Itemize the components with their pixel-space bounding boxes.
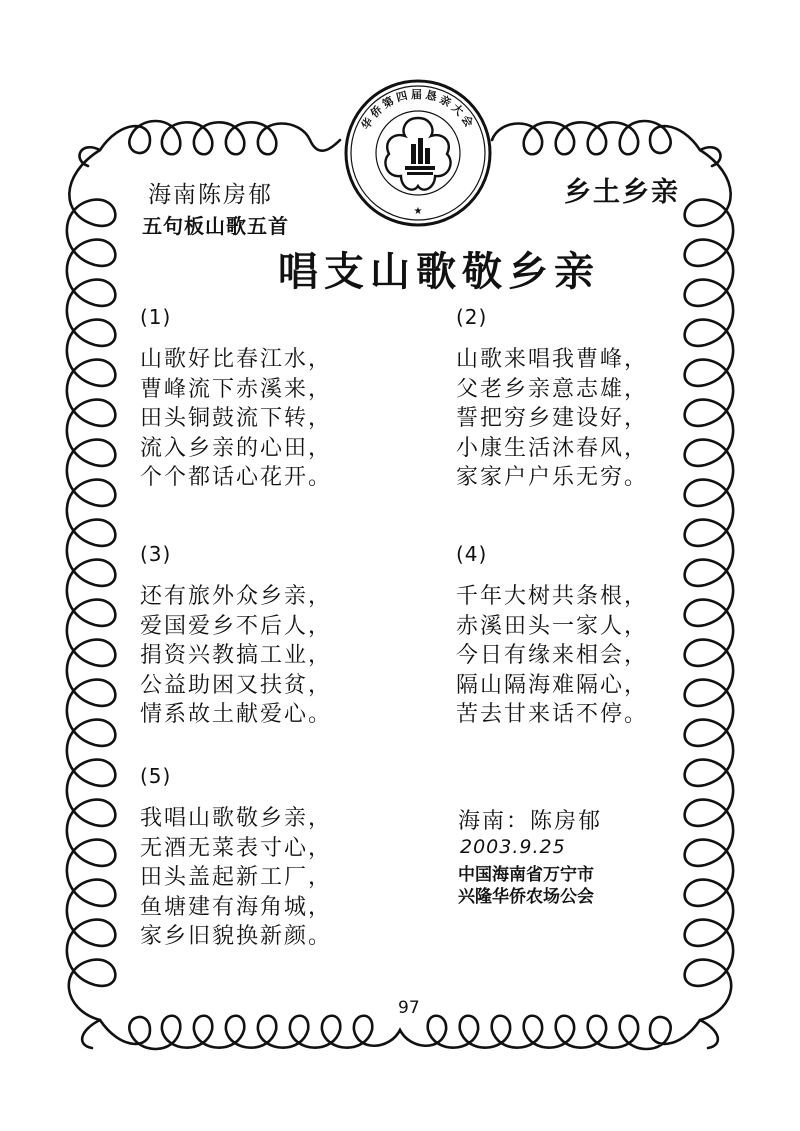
poem-line: 无酒无菜表寸心， xyxy=(140,835,333,861)
poem-line: 父老乡亲意志雄， xyxy=(456,376,649,402)
poem-line: 公益助困又扶贫， xyxy=(140,672,333,698)
poem-line: 家乡旧貌换新颜。 xyxy=(140,924,333,949)
poem-line: 田头盖起新工厂， xyxy=(140,865,333,890)
poem-number: (3) xyxy=(140,542,172,566)
poem-line: 鱼塘建有海角城， xyxy=(140,894,333,920)
poem-line: 赤溪田头一家人， xyxy=(456,613,649,639)
signature-date: 2003.9.25 xyxy=(460,836,566,858)
poem-line: 今日有缘来相会， xyxy=(456,643,649,668)
poem-title: 唱支山歌敬乡亲 xyxy=(278,249,600,295)
author-name: 海南陈房郁 xyxy=(148,182,273,208)
poem-number: (1) xyxy=(140,305,172,329)
poem-line: 山歌好比春江水， xyxy=(140,347,333,372)
poem-line: 隔山隔海难隔心， xyxy=(456,672,649,698)
poem-number: (5) xyxy=(140,764,172,788)
poem-line: 个个都话心花开。 xyxy=(140,465,333,490)
section-heading: 乡土乡亲 xyxy=(564,177,680,208)
poem-line: 爱国爱乡不后人， xyxy=(140,613,333,639)
poem-line: 流入乡亲的心田， xyxy=(140,435,333,461)
association-seal xyxy=(343,78,493,228)
page-number: 97 xyxy=(398,998,420,1018)
poem-number: (4) xyxy=(456,542,488,566)
poem-5 xyxy=(140,764,332,952)
address-line: 兴隆华侨农场公会 xyxy=(458,887,594,907)
poem-1 xyxy=(140,305,332,493)
poem-line: 家家户户乐无穷。 xyxy=(456,465,649,490)
poem-line: 还有旅外众乡亲， xyxy=(140,584,333,609)
poem-line: 我唱山歌敬乡亲， xyxy=(140,806,333,831)
seal-ring-text: 华侨第四届恳亲大会 xyxy=(358,88,478,132)
poem-line: 田头铜鼓流下转， xyxy=(140,406,333,431)
poem-3 xyxy=(140,542,332,730)
poem-line: 誓把穷乡建设好， xyxy=(456,406,649,431)
poem-line: 曹峰流下赤溪来， xyxy=(140,376,333,402)
poem-line: 捐资兴教搞工业， xyxy=(140,643,333,668)
address-line: 中国海南省万宁市 xyxy=(458,865,594,885)
subtitle: 五句板山歌五首 xyxy=(142,214,289,238)
poem-number: (2) xyxy=(456,305,488,329)
poem-line: 山歌来唱我曹峰， xyxy=(456,347,649,372)
poem-2 xyxy=(456,305,648,493)
poem-line: 千年大树共条根， xyxy=(456,584,649,609)
poem-4 xyxy=(456,542,648,730)
signature-address xyxy=(458,864,594,908)
poem-line: 苦去甘来话不停。 xyxy=(456,702,649,727)
signature-name: 海南：陈房郁 xyxy=(458,809,603,834)
poem-line: 小康生活沐春风， xyxy=(456,435,649,461)
poem-line: 情系故土献爱心。 xyxy=(140,702,333,727)
svg-text:★: ★ xyxy=(413,206,423,217)
